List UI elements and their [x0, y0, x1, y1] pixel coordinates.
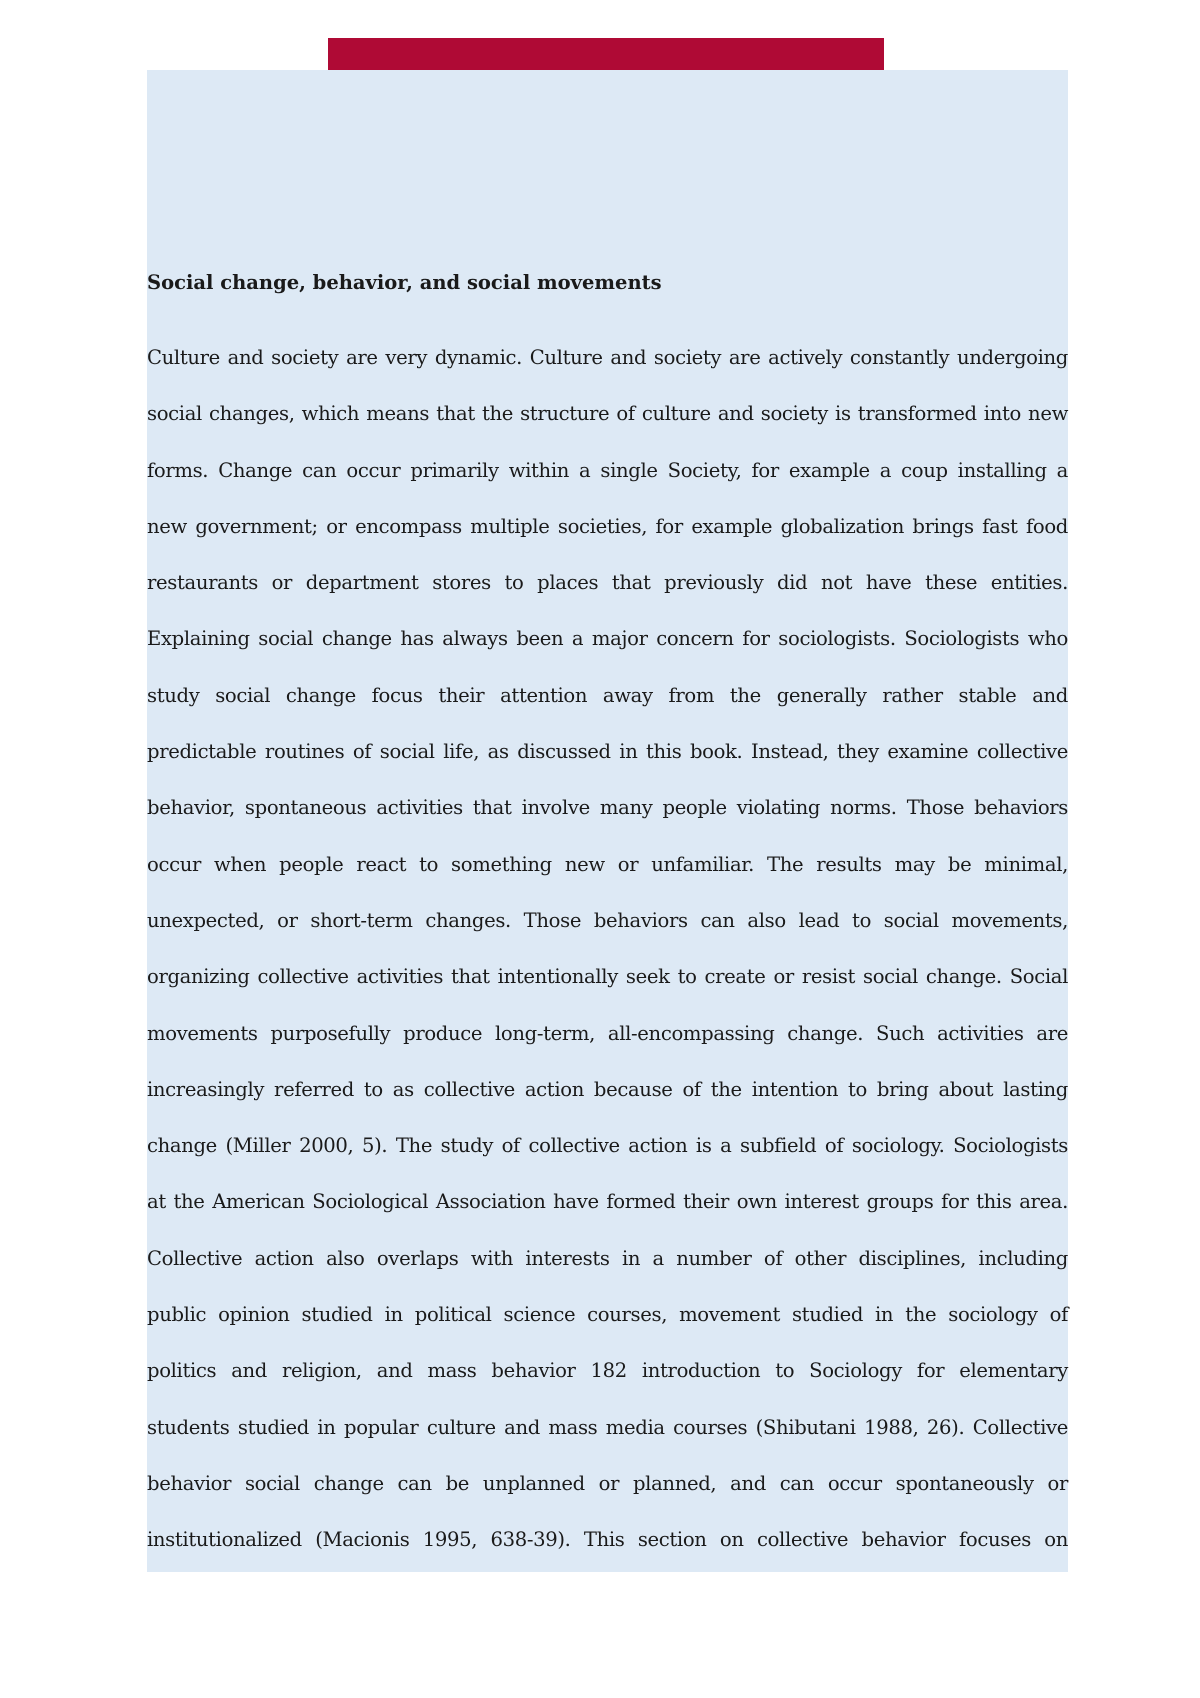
text-line: behavior, spontaneous activities that involve many people violating norms. Those behaviors: [147, 796, 1068, 820]
text-line: movements purposefully produce long-term, all-encompassing change. Such activities are: [147, 1021, 1068, 1045]
text-line: Collective action also overlaps with interests in a number of other disciplines, including: [147, 1246, 1068, 1270]
text-line: restaurants or department stores to places that previously did not have these entities.: [147, 571, 1068, 595]
text-line: Explaining social change has always been a major concern for sociologists. Sociologists who: [147, 627, 1068, 651]
text-line: politics and religion, and mass behavior 182 introduction to Sociology for elementary: [147, 1359, 1068, 1383]
text-line: occur when people react to something new or unfamiliar. The results may be minimal,: [147, 852, 1068, 876]
text-line: organizing collective activities that intentionally seek to create or resist social change. Social: [147, 965, 1068, 989]
text-line: at the American Sociological Association have formed their own interest groups for this area.: [147, 1190, 1068, 1214]
text-line: forms. Change can occur primarily within a single Society, for example a coup installing a: [147, 458, 1068, 482]
text-line: new government; or encompass multiple societies, for example globalization brings fast food: [147, 514, 1068, 538]
text-line: social changes, which means that the structure of culture and society is transformed into new: [147, 402, 1068, 426]
header-accent-bar: [328, 38, 884, 70]
text-line: behavior social change can be unplanned or planned, and can occur spontaneously or: [147, 1471, 1068, 1495]
text-line: Culture and society are very dynamic. Culture and society are actively constantly undergoing: [147, 346, 1068, 369]
text-line: predictable routines of social life, as discussed in this book. Instead, they examine collective: [147, 740, 1068, 764]
text-line: institutionalized (Macionis 1995, 638-39). This section on collective behavior focuses on: [147, 1528, 1068, 1552]
text-line: increasingly referred to as collective action because of the intention to bring about lasting: [147, 1077, 1068, 1101]
body-paragraph: [147, 338, 1068, 1577]
text-line: study social change focus their attention away from the generally rather stable and: [147, 683, 1068, 707]
section-heading: Social change, behavior, and social movements: [147, 271, 662, 294]
text-line: students studied in popular culture and mass media courses (Shibutani 1988, 26). Collective: [147, 1415, 1068, 1439]
text-line: change (Miller 2000, 5). The study of collective action is a subfield of sociology. Sociologists: [147, 1134, 1068, 1158]
text-line: unexpected, or short-term changes. Those behaviors can also lead to social movements,: [147, 908, 1068, 932]
text-line: public opinion studied in political science courses, movement studied in the sociology of: [147, 1303, 1068, 1327]
